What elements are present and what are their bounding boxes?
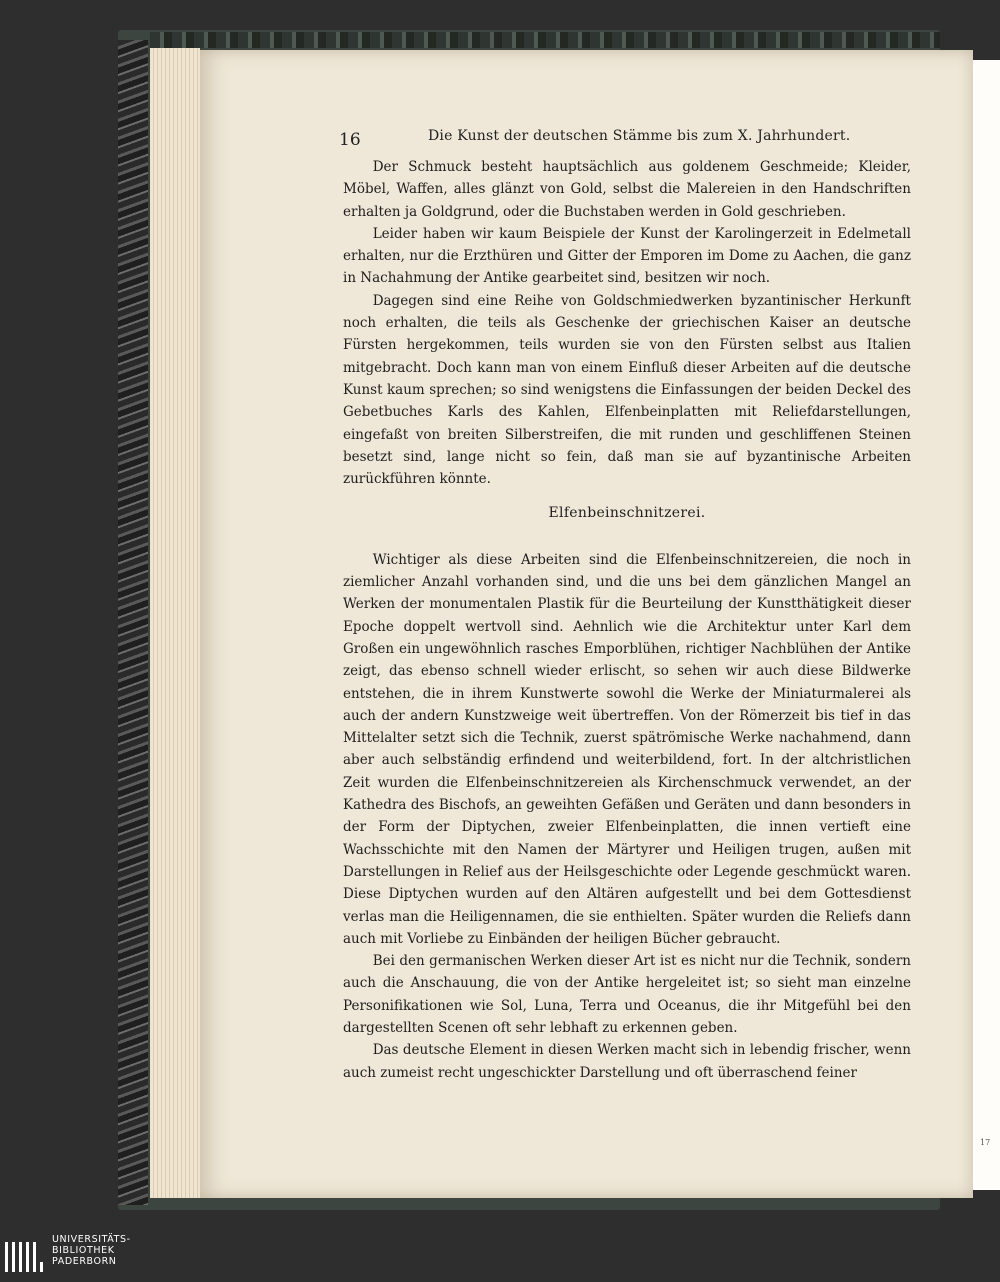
paragraph: Dagegen sind eine Reihe von Goldschmiedwerken byzantinischer Herkunft noch erhalten, die teils als Geschenke der griechischen Kaiser an deutsche Fürsten hergekommen, teils wurden sie von den Fürsten selbst aus Italien mitgebracht. Doch kann man von einem Einfluß dieser Arbeiten auf die deutsche Kunst kaum sprechen; so sind wenigstens die Einfassungen der beiden Deckel des Gebetbuches Karls des Kahlen, Elfenbeinplatten mit Reliefdarstellungen, eingefaßt von breiten Silberstreifen, die mit runden und geschliffenen Steinen besetzt sind, lange nicht so fein, daß man sie auf byzantinische Arbeiten zurückführen könnte.: [343, 292, 911, 488]
cover-top-edge: [150, 32, 940, 48]
body-text: [343, 156, 911, 1084]
paragraph: Der Schmuck besteht hauptsächlich aus goldenem Geschmeide; Kleider, Möbel, Waffen, alles glänzt von Gold, selbst die Malereien in den Handschriften erhalten ja Goldgrund, oder die Buchstaben werden in Gold geschrieben.: [343, 159, 911, 220]
paragraph: Wichtiger als diese Arbeiten sind die Elfenbeinschnitzereien, die noch in ziemlicher Anzahl vorhanden sind, und die uns bei dem gänzlichen Mangel an Werken der monumentalen Plastik für die Beurteilung der Kunstthätigkeit dieser Epoche doppelt wertvoll sind. Aehnlich wie die Architektur unter Karl dem Großen ein ungewöhnlich rasches Emporblühen, richtiger Nachblühen der Antike zeigt, das ebenso schnell wieder erlischt, so sehen wir auch diese Bildwerke entstehen, die in ihrem Kunstwerte sowohl die Werke der Miniaturmalerei als auch der andern Kunstzweige weit übertreffen. Von der Römerzeit bis tief in das Mittelalter setzt sich die Technik, zuerst spätrömische Werke nachahmend, dann aber auch selbständig erfindend und weiterbildend, fort. In der altchristlichen Zeit wurden die Elfenbeinschnitzereien als Kirchenschmuck verwendet, an der Kathedra des Bischofs, an geweihten Gefäßen und Geräten und dann besonders in der Form der Diptychen, zweier Elfenbeinplatten, die innen vertieft eine Wachsschichte mit den Namen der Märtyrer und Heiligen trugen, außen mit Darstellungen in Relief aus der Heilsgeschichte oder Legende geschmückt waren. Diese Diptychen wurden auf den Altären aufgestellt und bei dem Gottesdienst verlas man die Heiligennamen, die sie enthielten. Später wurden die Reliefs dann auch mit Vorliebe zu Einbänden der heiligen Bücher gebraucht.: [343, 551, 911, 947]
running-title: Die Kunst der deutschen Stämme bis zum X. Jahrhundert.: [428, 128, 851, 144]
paragraph: Das deutsche Element in diesen Werken macht sich in lebendig frischer, wenn auch zumeist recht ungeschickter Darstellung und oft überraschend feiner: [343, 1042, 911, 1081]
library-logo-icon: [3, 1236, 43, 1274]
next-page-number: 17: [980, 1138, 991, 1147]
next-page-edge: [973, 60, 1000, 1190]
library-name: UNIVERSITÄTS- BIBLIOTHEK PADERBORN: [52, 1234, 131, 1267]
page-header: [336, 128, 910, 152]
page-stack: [150, 48, 200, 1198]
paragraph: Bei den germanischen Werken dieser Art ist es nicht nur die Technik, sondern auch die Anschauung, die von der Antike hergeleitet ist; so sieht man einzelne Personifikationen wie Sol, Luna, Terra und Oceanus, die ihr Mitgefühl bei den dargestellten Scenen oft sehr lebhaft zu erkennen geben.: [343, 953, 911, 1036]
marbled-spine: [118, 40, 148, 1205]
page-number: 16: [339, 130, 361, 150]
paragraph: Leider haben wir kaum Beispiele der Kunst der Karolingerzeit in Edelmetall erhalten, nur die Erzthüren und Gitter der Emporen im Dome zu Aachen, die ganz in Nachahmung der Antike gearbeitet sind, besitzen wir noch.: [343, 225, 911, 287]
library-logo: [0, 1232, 1000, 1282]
section-heading: Elfenbeinschnitzerei.: [548, 505, 706, 522]
